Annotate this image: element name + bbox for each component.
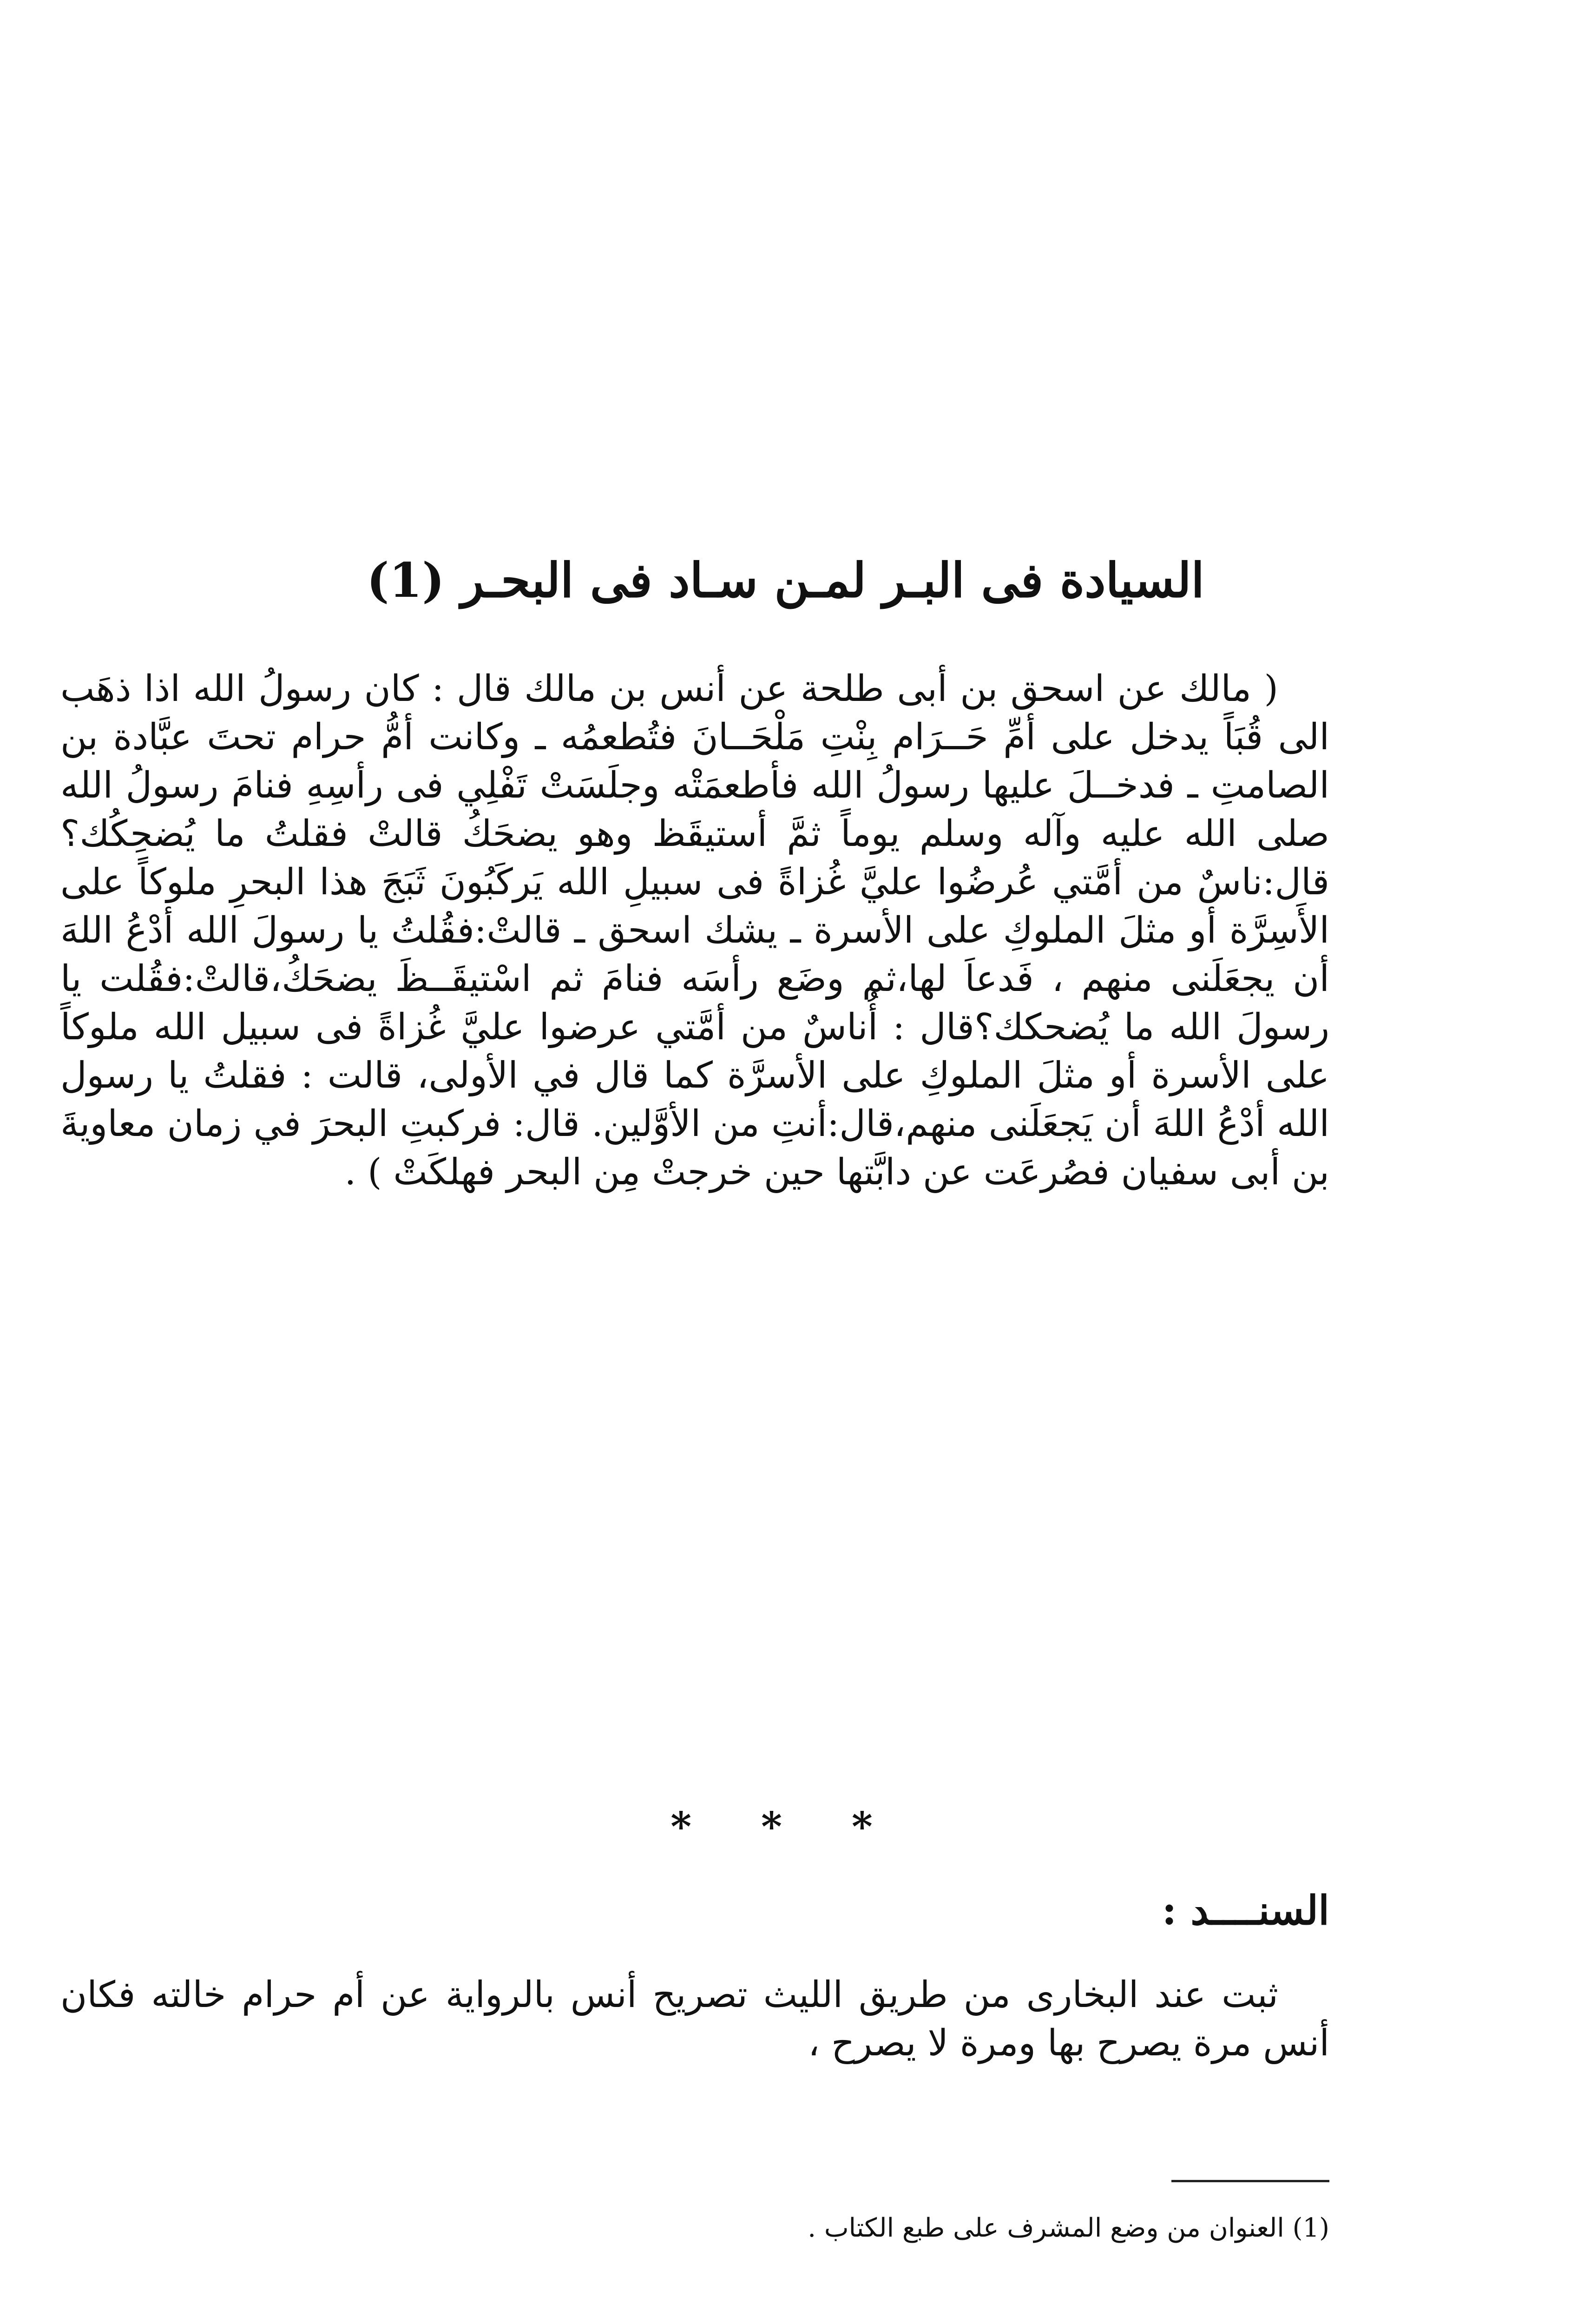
sanad-paragraph: ثبت عند البخارى من طريق الليث تصريح أنس بالرواية عن أم حرام خالته فكان أنس مرة يصرح بها ومرة لا يصرح ،: [60, 1974, 1329, 2064]
footnote-divider: [1171, 2180, 1329, 2182]
section-separator: * * *: [670, 1803, 901, 1850]
footnote-text: (1) العنوان من وضع المشرف على طبع الكتاب .: [808, 2213, 1329, 2243]
section-heading-sanad: السنــــد :: [1162, 1887, 1329, 1934]
page-title: السيادة فى البـر لمـن سـاد فى البحـر (1): [367, 553, 1204, 609]
hadith-paragraph: ( مالك عن اسحق بن أبى طلحة عن أنس بن مالك قال : كان رسولُ الله اذا ذهَب الى قُبَاً يدخل على أمِّ حَــرَام بِنْتِ مَلْحَــانَ فتُطعمُه ـ وكانت أمُّ حرام تحتَ عبَّادة بن الصامتِ ـ فدخــلَ عليها رسولُ الله فأطعمَتْه وجلَسَتْ تَفْلِي فى رأسِهِ فنامَ رسولُ الله صلى الله عليه وآله وسلم يوماً ثمَّ أستيقَظ وهو يضحَكُ قالتْ فقلتُ ما يُضحِكُك؟قال:ناسٌ من أمَّتي عُرضُوا عليَّ غُزاةً فى سبيلِ الله يَركَبُونَ ثَبَجَ هذا البحرِ ملوكاً على الأَسِرَّة أو مثلَ الملوكِ على الأسرة ـ يشك اسحق ـ قالتْ:فقُلتُ يا رسولَ الله أدْعُ اللهَ أن يجعَلَنى منهم ، فَدعاَ لها،ثم وضَع رأسَه فنامَ ثم اسْتيقَــظَ يضحَكُ،قالتْ:فقُلت يا رسولَ الله ما يُضحكك؟قال : أُناسٌ من أمَّتي عرضوا عليَّ غُزاةً فى سبيل الله ملوكاً على الأسرة أو مثلَ الملوكِ على الأسرَّة كما قال في الأولى، قالت : فقلتُ يا رسول الله أدْعُ اللهَ أن يَجعَلَنى منهم،قال:أنتِ من الأوَّلين. قال: فركبتِ البحرَ في زمان معاويةَ بن أبى سفيان فصُرعَت عن دابَّتها حين خرجتْ مِن البحر فهلكَتْ ) .: [60, 668, 1329, 1193]
